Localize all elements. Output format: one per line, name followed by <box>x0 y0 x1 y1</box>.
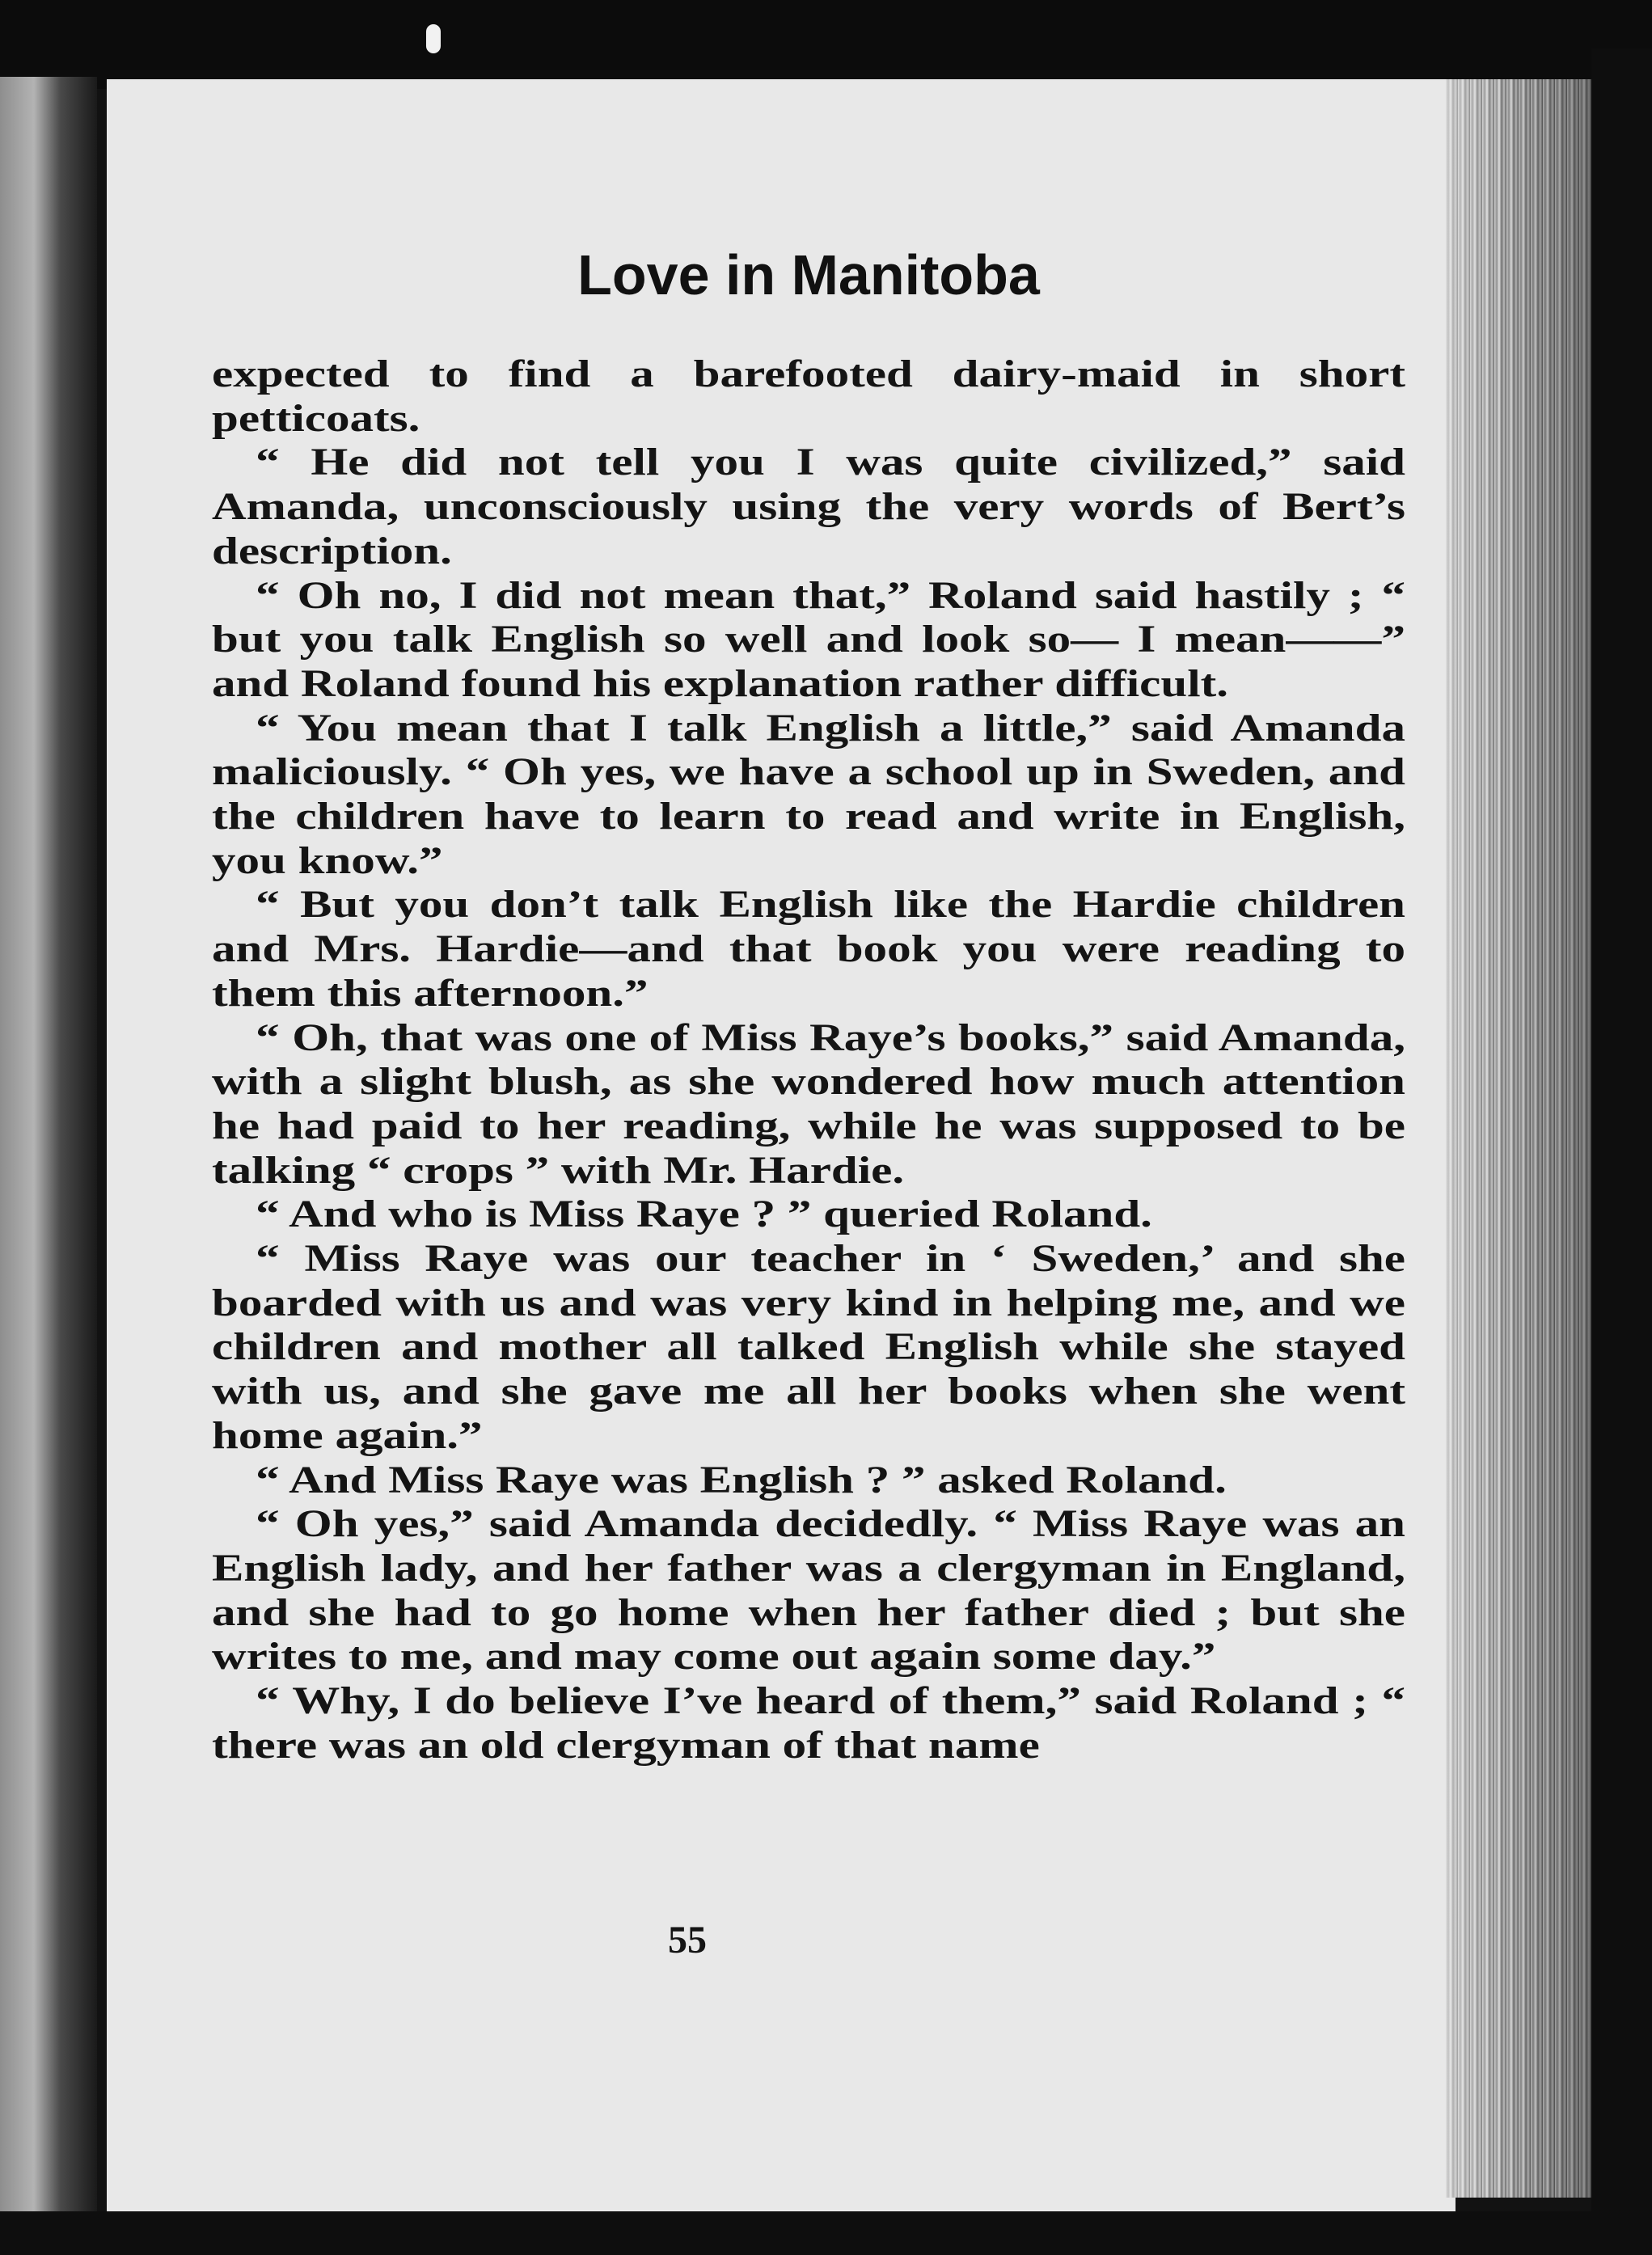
paragraph: “ Oh yes,” said Amanda decidedly. “ Miss Raye was an English lady, and her father was a clergyman in England, and she had to go home when her father died ; but she writes to me, and may come out again some day.” <box>212 1502 1405 1679</box>
scan-top-margin <box>0 0 1652 89</box>
paragraph: “ Oh no, I did not mean that,” Roland said hastily ; “ but you talk English so well and look so— I mean——” and Roland found his explanation rather difficult. <box>212 573 1405 705</box>
paragraph: “ And Miss Raye was English ? ” asked Roland. <box>256 1458 1227 1501</box>
paragraph: “ He did not tell you I was quite civilized,” said Amanda, unconsciously using the very words of Bert’s description. <box>212 441 1405 572</box>
paragraph: “ Oh, that was one of Miss Raye’s books,” said Amanda, with a slight blush, as she wondered how much attention he had paid to her reading, while he was supposed to be talking “ crops ” with Mr. Hardie. <box>212 1016 1405 1192</box>
body-text <box>212 353 1405 1768</box>
scan-smudge <box>426 24 441 53</box>
running-head: Love in Manitoba <box>577 243 1040 306</box>
page-number: 55 <box>668 1919 707 1962</box>
paragraph: “ But you don’t talk English like the Hardie children and Mrs. Hardie—and that book you were reading to them this afternoon.” <box>212 883 1405 1015</box>
paragraph: “ Miss Raye was our teacher in ‘ Sweden,’ and she boarded with us and was very kind in helping me, and we children and mother all talked English while she stayed with us, and she gave me all her books when she went home again.” <box>212 1237 1405 1457</box>
paragraph: “ Why, I do believe I’ve heard of them,” said Roland ; “ there was an old clergyman of that name <box>212 1679 1405 1767</box>
page-stack-shade <box>1446 79 1591 2198</box>
book-spine-edge <box>0 77 97 2228</box>
scan-bottom-margin <box>0 2211 1652 2255</box>
paragraph: “ And who is Miss Raye ? ” queried Roland. <box>256 1193 1152 1236</box>
paragraph: “ You mean that I talk English a little,” said Amanda maliciously. “ Oh yes, we have a school up in Sweden, and the children have to learn to read and write in English, you know.” <box>212 706 1405 882</box>
scan-right-margin <box>1591 49 1652 2255</box>
paragraph: expected to find a barefooted dairy-maid in short petticoats. <box>212 353 1405 440</box>
